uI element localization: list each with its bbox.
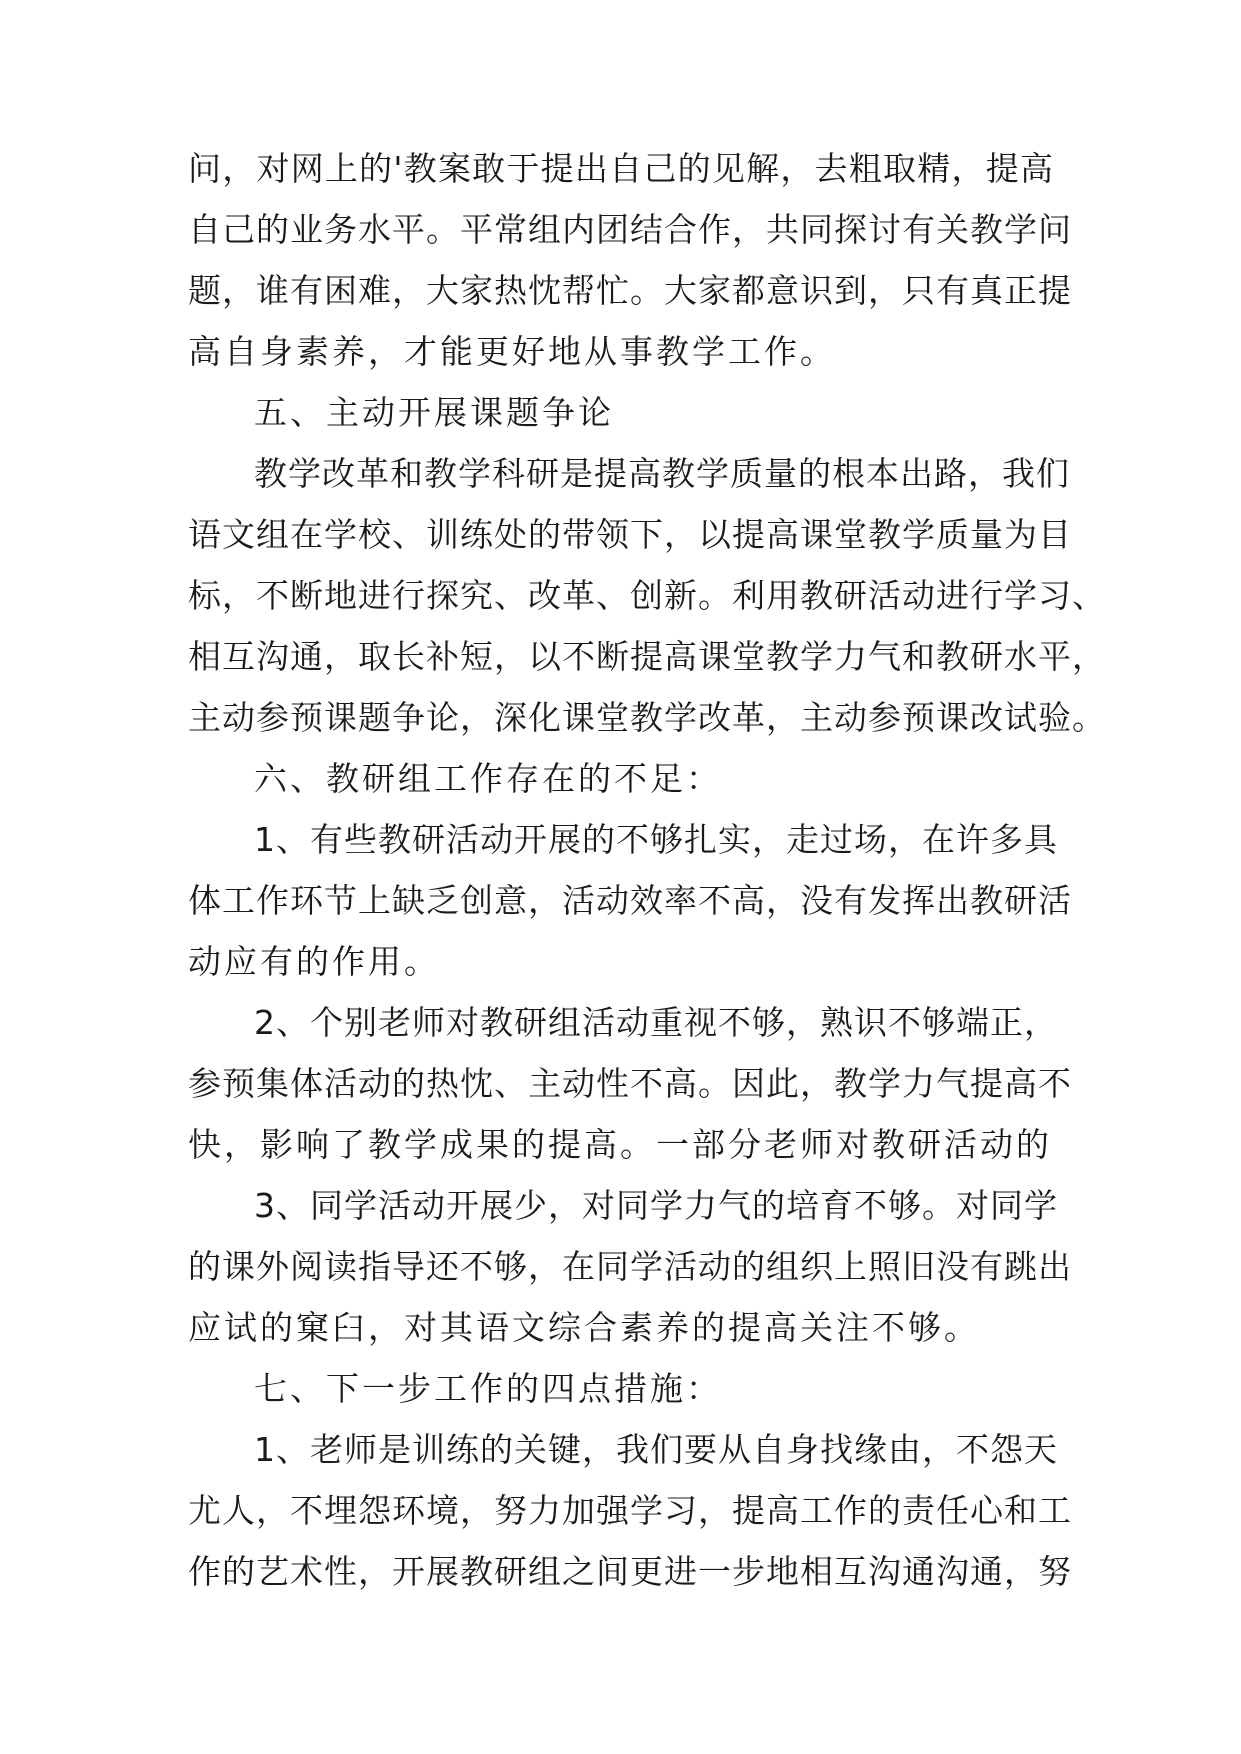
text-line: 作的艺术性，开展教研组之间更进一步地相互沟通沟通，努: [188, 1552, 1072, 1591]
text-line: 1、有些教研活动开展的不够扎实，走过场，在许多具: [254, 820, 1058, 859]
text-line: 问，对网上的'教案敢于提出自己的见解，去粗取精，提高: [188, 149, 1054, 188]
text-line: 主动参预课题争论，深化课堂教学改革，主动参预课改试验。: [188, 698, 1106, 737]
section-heading: 六、教研组工作存在的不足：: [254, 759, 722, 798]
text-line: 应试的窠臼，对其语文综合素养的提高关注不够。: [188, 1308, 980, 1347]
text-line: 的课外阅读指导还不够，在同学活动的组织上照旧没有跳出: [188, 1247, 1072, 1286]
text-line: 题，谁有困难，大家热忱帮忙。大家都意识到，只有真正提: [188, 271, 1072, 310]
section-heading: 五、主动开展课题争论: [254, 393, 614, 432]
text-line: 动应有的作用。: [188, 942, 440, 981]
text-line: 尤人，不埋怨环境，努力加强学习，提高工作的责任心和工: [188, 1491, 1072, 1530]
text-line: 高自身素养，才能更好地从事教学工作。: [188, 332, 836, 371]
text-line: 语文组在学校、训练处的带领下，以提高课堂教学质量为目: [188, 515, 1072, 554]
text-line: 参预集体活动的热忱、主动性不高。因此，教学力气提高不: [188, 1064, 1072, 1103]
text-line: 相互沟通，取长补短，以不断提高课堂教学力气和教研水平，: [188, 637, 1106, 676]
text-line: 体工作环节上缺乏创意，活动效率不高，没有发挥出教研活: [188, 881, 1072, 920]
text-line: 教学改革和教学科研是提高教学质量的根本出路，我们: [254, 454, 1070, 493]
text-line: 自己的业务水平。平常组内团结合作，共同探讨有关教学问: [188, 210, 1072, 249]
text-line: 快，影响了教学成果的提高。一部分老师对教研活动的: [188, 1125, 1052, 1164]
text-line: 1、老师是训练的关键，我们要从自身找缘由，不怨天: [254, 1430, 1058, 1469]
text-line: 2、个别老师对教研组活动重视不够，熟识不够端正，: [254, 1003, 1058, 1042]
section-heading: 七、下一步工作的四点措施：: [254, 1369, 722, 1408]
text-line: 3、同学活动开展少，对同学力气的培育不够。对同学: [254, 1186, 1058, 1225]
text-line: 标，不断地进行探究、改革、创新。利用教研活动进行学习、: [188, 576, 1106, 615]
